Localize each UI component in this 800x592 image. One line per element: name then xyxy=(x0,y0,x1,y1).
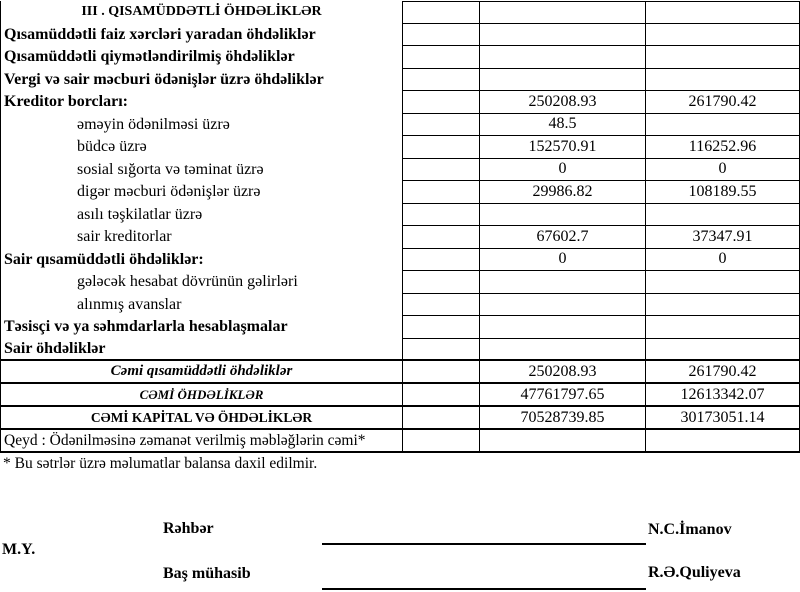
row-code-cell xyxy=(403,361,480,384)
row-value-current-cell: 0 xyxy=(480,159,646,182)
row-code-cell xyxy=(403,1,480,24)
row-label-cell: asılı təşkilatlar üzrə xyxy=(0,204,403,227)
row-code-cell xyxy=(403,316,480,339)
chief-accountant-signature-line xyxy=(322,588,646,590)
row-value-previous-cell xyxy=(646,1,800,24)
row-code-cell xyxy=(403,46,480,69)
chief-accountant-name-label: R.Ə.Quliyeva xyxy=(648,564,741,581)
row-code-cell xyxy=(403,136,480,159)
row-value-current-cell: 47761797.65 xyxy=(480,384,646,407)
row-value-previous-cell: 0 xyxy=(646,249,800,272)
row-value-current-cell xyxy=(480,24,646,47)
row-label-cell: büdcə üzrə xyxy=(0,136,403,159)
row-code-cell xyxy=(403,226,480,249)
row-value-previous-cell: 30173051.14 xyxy=(646,407,800,430)
row-label-cell: III . QISAMÜDDƏTLİ ÖHDƏLİKLƏR xyxy=(0,1,403,24)
row-value-previous-cell: 0 xyxy=(646,159,800,182)
row-value-previous-cell: 12613342.07 xyxy=(646,384,800,407)
row-code-cell xyxy=(403,384,480,407)
row-value-previous-cell xyxy=(646,294,800,317)
row-label-cell: sosial sığorta və təminat üzrə xyxy=(0,159,403,182)
row-value-previous-cell: 108189.55 xyxy=(646,181,800,204)
row-label-cell: Sair öhdəliklər xyxy=(0,339,403,362)
row-value-current-cell: 48.5 xyxy=(480,114,646,137)
row-label-cell: CƏMİ KAPİTAL VƏ ÖHDƏLİKLƏR xyxy=(0,407,403,430)
row-label-cell: sair kreditorlar xyxy=(0,226,403,249)
footnote-text: * Bu sətrlər üzrə məlumatlar balansa daxil edilmir. xyxy=(3,455,318,472)
row-value-previous-cell: 116252.96 xyxy=(646,136,800,159)
row-value-current-cell xyxy=(480,316,646,339)
row-label-cell: gələcək hesabat dövrünün gəlirləri xyxy=(0,271,403,294)
row-value-current-cell xyxy=(480,69,646,92)
liabilities-table xyxy=(0,1,800,453)
row-value-previous-cell: 37347.91 xyxy=(646,226,800,249)
row-code-cell xyxy=(403,181,480,204)
row-value-previous-cell xyxy=(646,271,800,294)
row-label-cell: Sair qısamüddətli öhdəliklər: xyxy=(0,249,403,272)
row-value-current-cell: 70528739.85 xyxy=(480,407,646,430)
row-label-cell: Kreditor borcları: xyxy=(0,91,403,114)
row-label-cell: CƏMİ ÖHDƏLİKLƏR xyxy=(0,384,403,407)
row-value-current-cell xyxy=(480,339,646,362)
row-label-cell: Qeyd : Ödənilməsinə zəmanət verilmiş məbləğlərin cəmi* xyxy=(0,430,403,453)
row-value-previous-cell: 261790.42 xyxy=(646,361,800,384)
row-value-current-cell: 250208.93 xyxy=(480,361,646,384)
row-label-cell: Təsisçi və ya səhmdarlarla hesablaşmalar xyxy=(0,316,403,339)
row-value-previous-cell xyxy=(646,339,800,362)
row-label-cell: Qısamüddətli faiz xərcləri yaradan öhdəliklər xyxy=(0,24,403,47)
row-value-current-cell: 29986.82 xyxy=(480,181,646,204)
chief-accountant-title-label: Baş mühasib xyxy=(163,565,251,582)
row-code-cell xyxy=(403,407,480,430)
row-code-cell xyxy=(403,430,480,453)
row-value-current-cell: 0 xyxy=(480,249,646,272)
row-value-previous-cell xyxy=(646,316,800,339)
row-value-current-cell xyxy=(480,294,646,317)
row-label-cell: digər məcburi ödənişlər üzrə xyxy=(0,181,403,204)
row-value-previous-cell xyxy=(646,24,800,47)
row-code-cell xyxy=(403,69,480,92)
leader-name-label: N.C.İmanov xyxy=(648,521,732,538)
row-value-current-cell xyxy=(480,271,646,294)
row-value-current-cell xyxy=(480,430,646,453)
row-value-previous-cell xyxy=(646,114,800,137)
row-value-previous-cell xyxy=(646,430,800,453)
row-value-current-cell: 152570.91 xyxy=(480,136,646,159)
leader-signature-line xyxy=(322,543,646,545)
row-code-cell xyxy=(403,339,480,362)
row-code-cell xyxy=(403,271,480,294)
row-code-cell xyxy=(403,159,480,182)
leader-title-label: Rəhbər xyxy=(163,520,214,537)
row-value-current-cell: 67602.7 xyxy=(480,226,646,249)
row-label-cell: Vergi və sair məcburi ödənişlər üzrə öhdəliklər xyxy=(0,69,403,92)
row-code-cell xyxy=(403,249,480,272)
row-value-previous-cell xyxy=(646,69,800,92)
row-label-cell: əməyin ödənilməsi üzrə xyxy=(0,114,403,137)
row-value-current-cell: 250208.93 xyxy=(480,91,646,114)
row-code-cell xyxy=(403,91,480,114)
row-label-cell: Cəmi qısamüddətli öhdəliklər xyxy=(0,361,403,384)
row-value-previous-cell xyxy=(646,204,800,227)
row-value-previous-cell xyxy=(646,46,800,69)
row-label-cell: alınmış avanslar xyxy=(0,294,403,317)
row-code-cell xyxy=(403,294,480,317)
row-value-current-cell xyxy=(480,46,646,69)
row-label-cell: Qısamüddətli qiymətləndirilmiş öhdəliklər xyxy=(0,46,403,69)
stamp-placeholder-label: M.Y. xyxy=(2,541,36,558)
row-value-previous-cell: 261790.42 xyxy=(646,91,800,114)
row-value-current-cell xyxy=(480,1,646,24)
row-code-cell xyxy=(403,114,480,137)
row-value-current-cell xyxy=(480,204,646,227)
row-code-cell xyxy=(403,24,480,47)
row-code-cell xyxy=(403,204,480,227)
